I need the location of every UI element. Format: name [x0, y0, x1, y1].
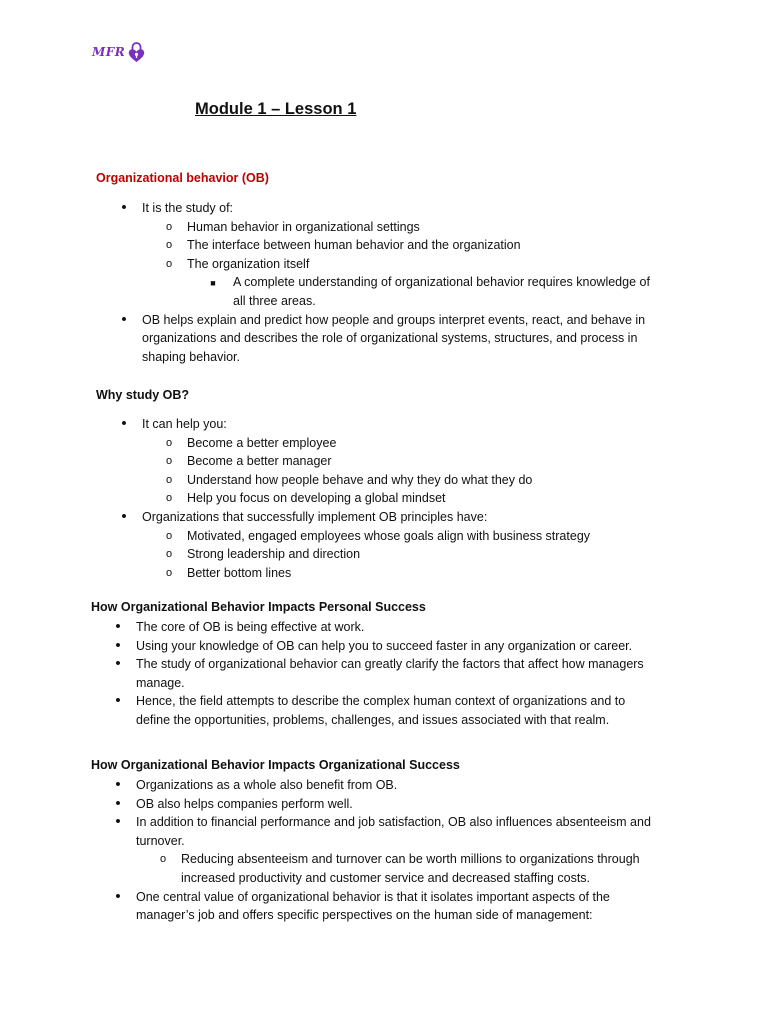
sub-list-item: o Human behavior in organizational settings	[0, 218, 650, 237]
bullet-icon: •	[115, 618, 121, 635]
square-bullet-icon: ■	[210, 278, 216, 289]
bullet-icon: •	[121, 199, 127, 216]
ob-list	[0, 199, 650, 366]
organizational-list	[0, 776, 651, 925]
list-item: • Hence, the field attempts to describe the complex human context of organizations and to define the opportunities, problems, challenges, and issues associated with that realm.	[0, 692, 644, 729]
bullet-icon: •	[115, 776, 121, 793]
sub-list-item: o The interface between human behavior and the organization	[0, 236, 650, 255]
sub-list-item: o The organization itself	[0, 255, 650, 274]
section-heading-ob: Organizational behavior (OB)	[96, 171, 269, 185]
circle-bullet-icon: o	[165, 257, 173, 270]
personal-list	[0, 618, 644, 730]
bullet-icon: •	[121, 507, 127, 525]
sub-list-item: o Motivated, engaged employees whose goals align with business strategy	[0, 527, 590, 546]
circle-bullet-icon: o	[165, 473, 173, 486]
circle-bullet-icon: o	[165, 492, 173, 505]
list-item: • Using your knowledge of OB can help you to succeed faster in any organization or career.	[0, 637, 644, 656]
bullet-icon: •	[121, 415, 127, 432]
sub-list-item: o Better bottom lines	[0, 564, 590, 583]
circle-bullet-icon: o	[165, 529, 173, 542]
bullet-icon: •	[115, 794, 121, 812]
circle-bullet-icon: o	[165, 239, 173, 252]
bullet-icon: •	[121, 310, 127, 328]
list-item: • In addition to financial performance and job satisfaction, OB also influences absenteeism and turnover.	[0, 813, 651, 850]
sub-list-item: o Understand how people behave and why they do what they do	[0, 471, 590, 490]
why-list	[0, 415, 590, 582]
bullet-icon: •	[115, 813, 121, 831]
list-item: • Organizations that successfully implement OB principles have:	[0, 508, 590, 527]
sub-list-item: o Reducing absenteeism and turnover can be worth millions to organizations through increased productivity and customer service and decreased staffing costs.	[0, 850, 651, 887]
list-item: • OB also helps companies perform well.	[0, 795, 651, 814]
sub-list-item: o Become a better manager	[0, 452, 590, 471]
circle-bullet-icon: o	[165, 220, 173, 233]
bullet-icon: •	[115, 655, 121, 673]
bullet-icon: •	[115, 887, 121, 905]
list-item: • Organizations as a whole also benefit from OB.	[0, 776, 651, 795]
sub-sub-list-item: ■ A complete understanding of organizational behavior requires knowledge of all three areas.	[0, 273, 650, 310]
bullet-icon: •	[115, 692, 121, 710]
section-heading-why: Why study OB?	[96, 388, 190, 402]
sub-list-item: o Strong leadership and direction	[0, 545, 590, 564]
sub-list-item: o Help you focus on developing a global mindset	[0, 489, 590, 508]
list-item: • It is the study of:	[0, 199, 650, 218]
circle-bullet-icon: o	[165, 455, 173, 468]
list-item: • OB helps explain and predict how people and groups interpret events, react, and behave in organizations and describes the role of organizational systems, structures, and process in shaping behavior.	[0, 311, 650, 367]
heart-lock-icon	[128, 41, 145, 63]
list-item: • It can help you:	[0, 415, 590, 434]
bullet-icon: •	[115, 636, 121, 654]
section-heading-personal: How Organizational Behavior Impacts Personal Success	[91, 600, 426, 614]
circle-bullet-icon: o	[165, 436, 173, 449]
logo-text: MFR	[92, 44, 126, 59]
section-heading-organizational: How Organizational Behavior Impacts Organizational Success	[91, 758, 460, 772]
brand-logo	[92, 41, 145, 63]
page-title: Module 1 – Lesson 1	[195, 100, 357, 118]
circle-bullet-icon: o	[165, 566, 173, 579]
list-item: • One central value of organizational behavior is that it isolates important aspects of the manager’s job and offers specific perspectives on the human side of management:	[0, 888, 651, 925]
list-item: • The core of OB is being effective at work.	[0, 618, 644, 637]
circle-bullet-icon: o	[159, 853, 167, 866]
list-item: • The study of organizational behavior can greatly clarify the factors that affect how managers manage.	[0, 655, 644, 692]
circle-bullet-icon: o	[165, 548, 173, 561]
sub-list-item: o Become a better employee	[0, 434, 590, 453]
